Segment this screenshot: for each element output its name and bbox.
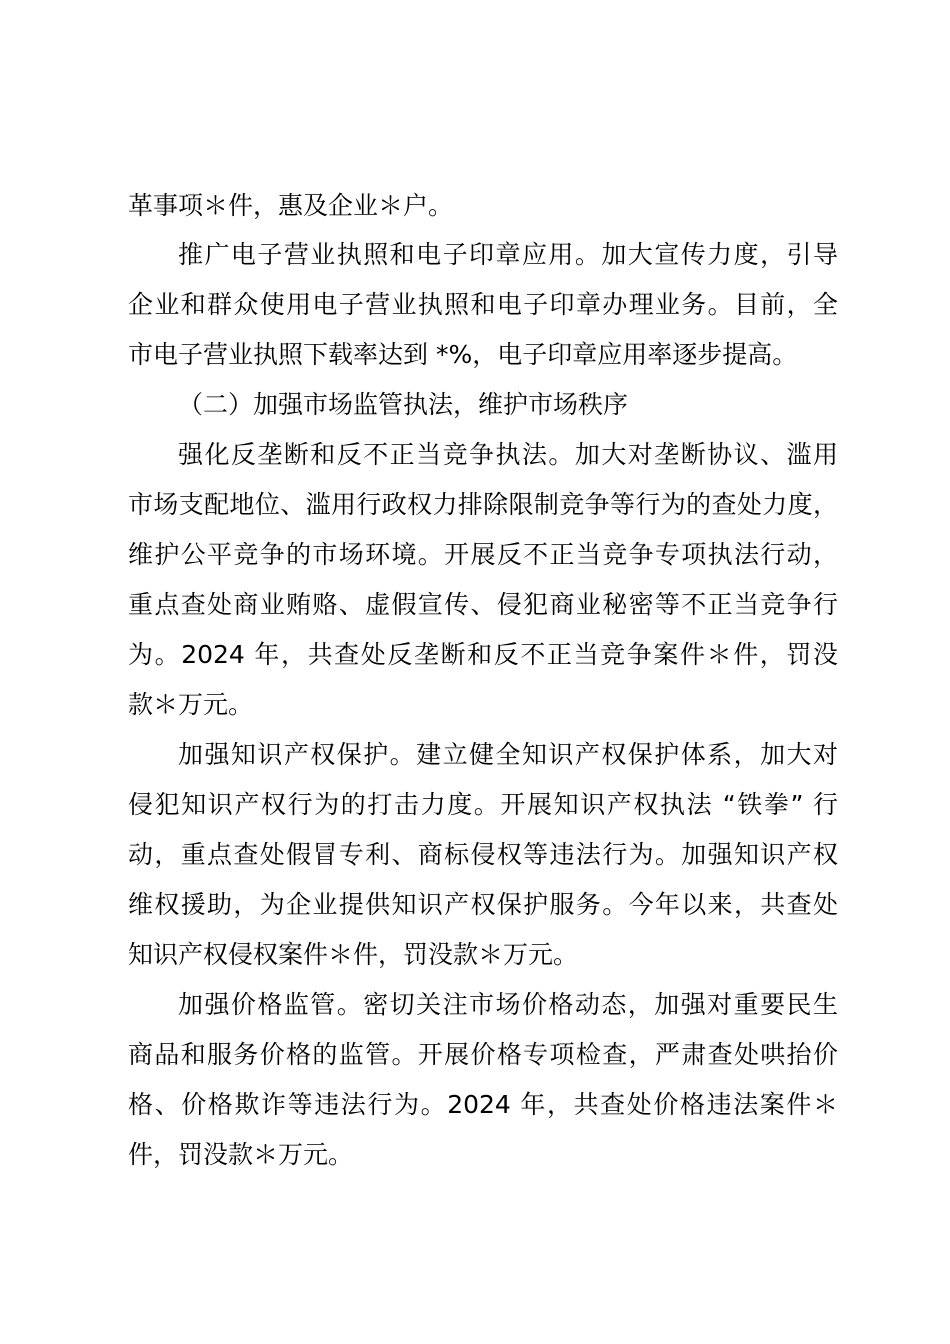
text-line: 格、价格欺诈等违法行为。2024 年，共查处价格违法案件＊ xyxy=(128,1090,838,1119)
text-line: 市电子营业执照下载率达到 *%，电子印章应用率逐步提高。 xyxy=(128,340,798,369)
paragraph-first-line: 加强知识产权保护。建立健全知识产权保护体系，加大对 xyxy=(178,740,838,769)
text-line: 知识产权侵权案件＊件，罚没款＊万元。 xyxy=(128,940,579,969)
text-line: 商品和服务价格的监管。开展价格专项检查，严肃查处哄抬价 xyxy=(128,1040,838,1069)
text-line: 维权援助，为企业提供知识产权保护服务。今年以来，共查处 xyxy=(128,890,838,919)
paragraph-first-line: 强化反垄断和反不正当竞争执法。加大对垄断协议、滥用 xyxy=(178,440,838,469)
paragraph-first-line: 推广电子营业执照和电子印章应用。加大宣传力度，引导 xyxy=(178,240,838,269)
text-line: 市场支配地位、滥用行政权力排除限制竞争等行为的查处力度， xyxy=(128,490,838,519)
paragraph-first-line: 加强价格监管。密切关注市场价格动态，加强对重要民生 xyxy=(178,990,838,1019)
text-line: 革事项＊件，惠及企业＊户。 xyxy=(128,191,454,220)
text-line: 维护公平竞争的市场环境。开展反不正当竞争专项执法行动， xyxy=(128,540,838,569)
text-line: 件，罚没款＊万元。 xyxy=(128,1140,354,1169)
text-line: 企业和群众使用电子营业执照和电子印章办理业务。目前，全 xyxy=(128,290,838,319)
text-line: 重点查处商业贿赂、虚假宣传、侵犯商业秘密等不正当竞争行 xyxy=(128,590,838,619)
section-heading: （二）加强市场监管执法，维护市场秩序 xyxy=(178,390,629,419)
text-line: 为。2024 年，共查处反垄断和反不正当竞争案件＊件，罚没 xyxy=(128,640,838,669)
text-line: 动，重点查处假冒专利、商标侵权等违法行为。加强知识产权 xyxy=(128,840,838,869)
text-line: 款＊万元。 xyxy=(128,690,254,719)
text-line: 侵犯知识产权行为的打击力度。开展知识产权执法 “铁拳” 行 xyxy=(128,790,838,819)
